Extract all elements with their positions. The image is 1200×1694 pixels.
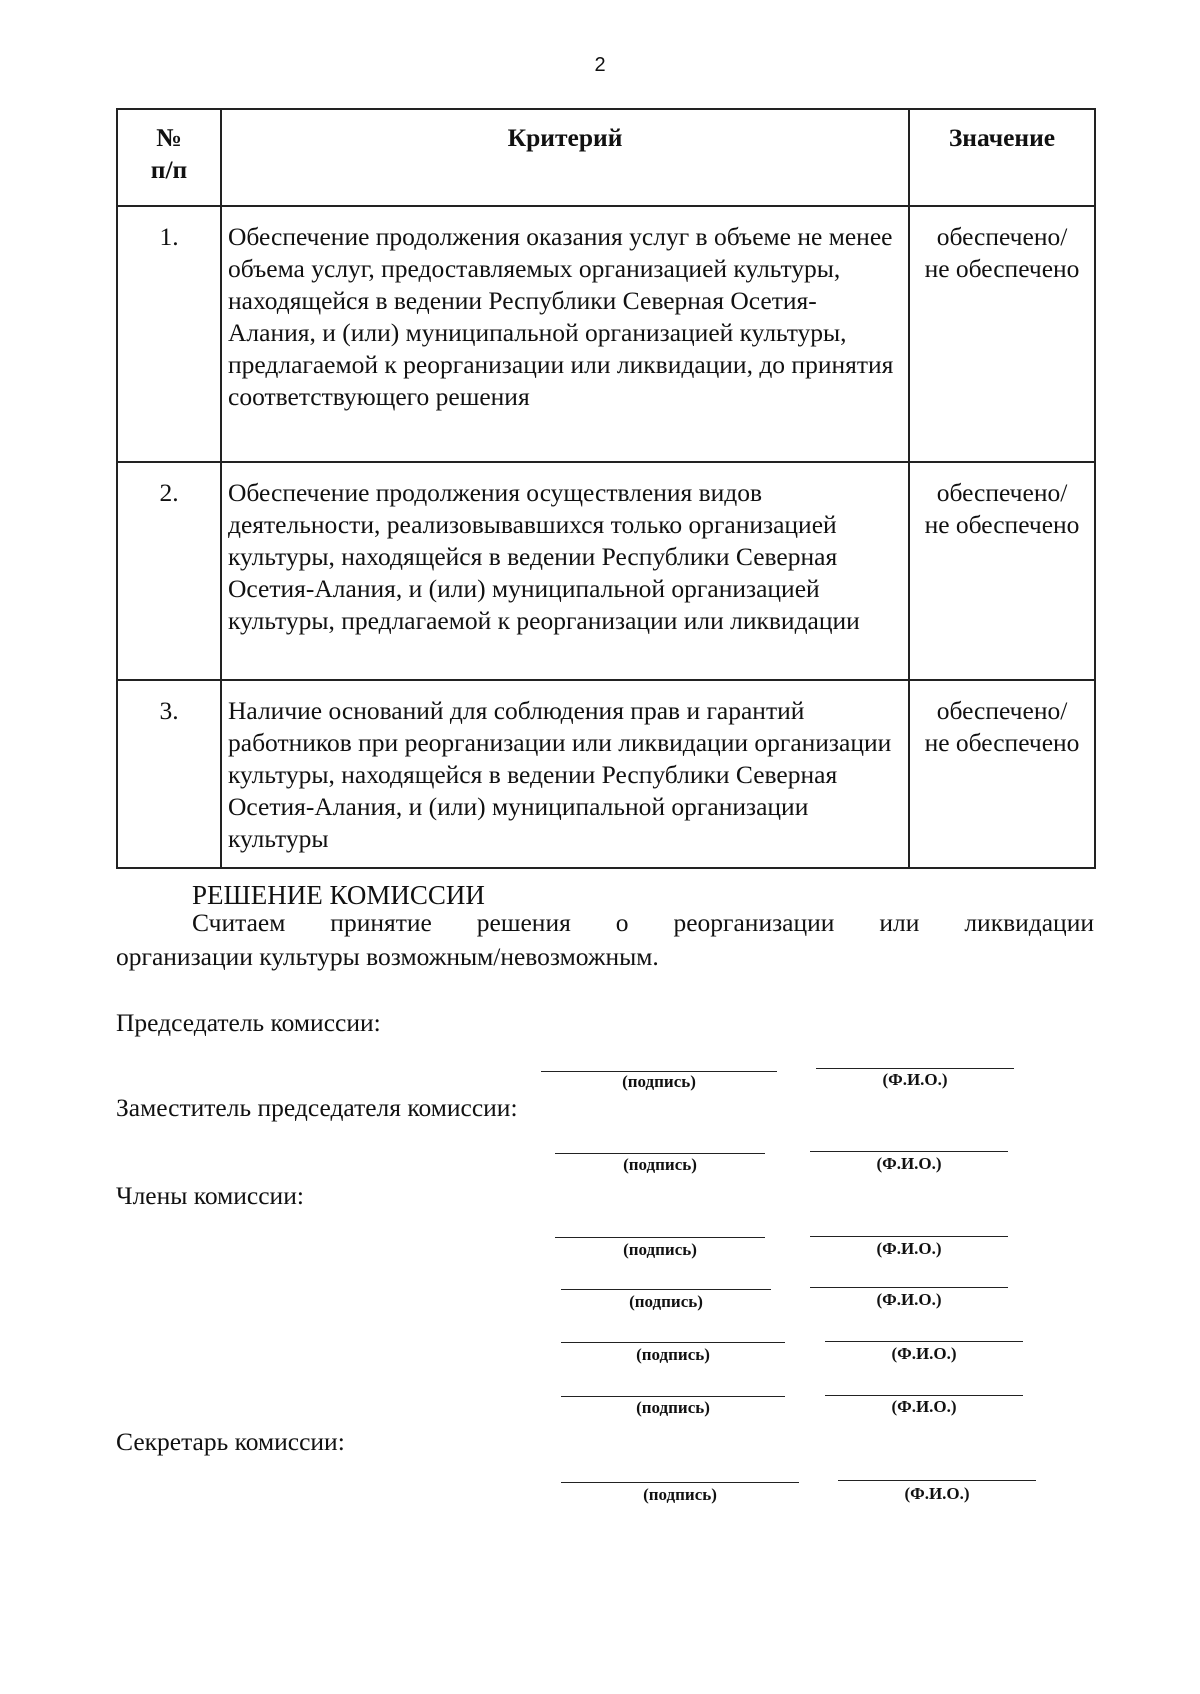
deputy-chairman-label: Заместитель председателя комиссии:: [116, 1093, 518, 1122]
fio-caption: (Ф.И.О.): [876, 1239, 942, 1258]
member-fio-line: [825, 1395, 1023, 1396]
fio-caption: (Ф.И.О.): [904, 1484, 970, 1503]
secretary-label: Секретарь комиссии:: [116, 1427, 345, 1456]
page-number: 2: [594, 54, 606, 76]
row-number: 3.: [117, 680, 221, 868]
row-value: обеспечено/ не обеспечено: [909, 206, 1095, 462]
secretary-signature-line: [561, 1482, 799, 1483]
chairman-label: Председатель комиссии:: [116, 1008, 381, 1037]
deputy-signature-line: [555, 1153, 765, 1154]
signature-caption: (подпись): [622, 1072, 696, 1091]
row-number: 2.: [117, 462, 221, 680]
signature-caption: (подпись): [636, 1345, 710, 1364]
fio-caption: (Ф.И.О.): [891, 1397, 957, 1416]
fio-caption: (Ф.И.О.): [891, 1344, 957, 1363]
member-signature-line: [561, 1396, 785, 1397]
table-row: [117, 462, 1095, 680]
decision-text-line2: организации культуры возможным/невозможным.: [116, 942, 659, 971]
signature-caption: (подпись): [636, 1398, 710, 1417]
criteria-table: [116, 108, 1096, 869]
chairman-fio-line: [816, 1068, 1014, 1069]
member-signature-line: [561, 1342, 785, 1343]
table-header-row: [117, 109, 1095, 206]
signature-caption: (подпись): [623, 1240, 697, 1259]
header-value: Значение: [909, 109, 1095, 206]
header-number: № п/п: [117, 109, 221, 206]
signature-caption: (подпись): [623, 1155, 697, 1174]
member-fio-line: [810, 1236, 1008, 1237]
members-label: Члены комиссии:: [116, 1181, 304, 1210]
signature-caption: (подпись): [643, 1485, 717, 1504]
deputy-fio-line: [810, 1151, 1008, 1152]
member-fio-line: [810, 1287, 1008, 1288]
signature-caption: (подпись): [629, 1292, 703, 1311]
fio-caption: (Ф.И.О.): [876, 1154, 942, 1173]
fio-caption: (Ф.И.О.): [876, 1290, 942, 1309]
row-criterion: Наличие оснований для соблюдения прав и гарантий работников при реорганизации или ликвидации организации культуры, находящейся в ведении Республики Северная Осетия-Алания, и (или) муниципальной организации культуры: [221, 680, 909, 868]
table-row: [117, 680, 1095, 868]
member-fio-line: [825, 1341, 1023, 1342]
row-number: 1.: [117, 206, 221, 462]
secretary-fio-line: [838, 1480, 1036, 1481]
decision-title: РЕШЕНИЕ КОМИССИИ: [192, 880, 485, 910]
row-value: обеспечено/ не обеспечено: [909, 462, 1095, 680]
decision-text-line1: Считаем принятие решения о реорганизации или ликвидации: [192, 908, 1094, 937]
fio-caption: (Ф.И.О.): [882, 1070, 948, 1089]
header-criterion: Критерий: [221, 109, 909, 206]
member-signature-line: [555, 1237, 765, 1238]
row-criterion: Обеспечение продолжения осуществления видов деятельности, реализовывавшихся только организацией культуры, находящейся в ведении Республики Северная Осетия-Алания, и (или) муниципальной организацией культуры, предлагаемой к реорганизации или ликвидации: [221, 462, 909, 680]
table-row: [117, 206, 1095, 462]
row-criterion: Обеспечение продолжения оказания услуг в объеме не менее объема услуг, предоставляемых организацией культуры, находящейся в ведении Республики Северная Осетия-Алания, и (или) муниципальной организацией культуры, предлагаемой к реорганизации или ликвидации, до принятия соответствующего решения: [221, 206, 909, 462]
row-value: обеспечено/ не обеспечено: [909, 680, 1095, 868]
member-signature-line: [561, 1289, 771, 1290]
